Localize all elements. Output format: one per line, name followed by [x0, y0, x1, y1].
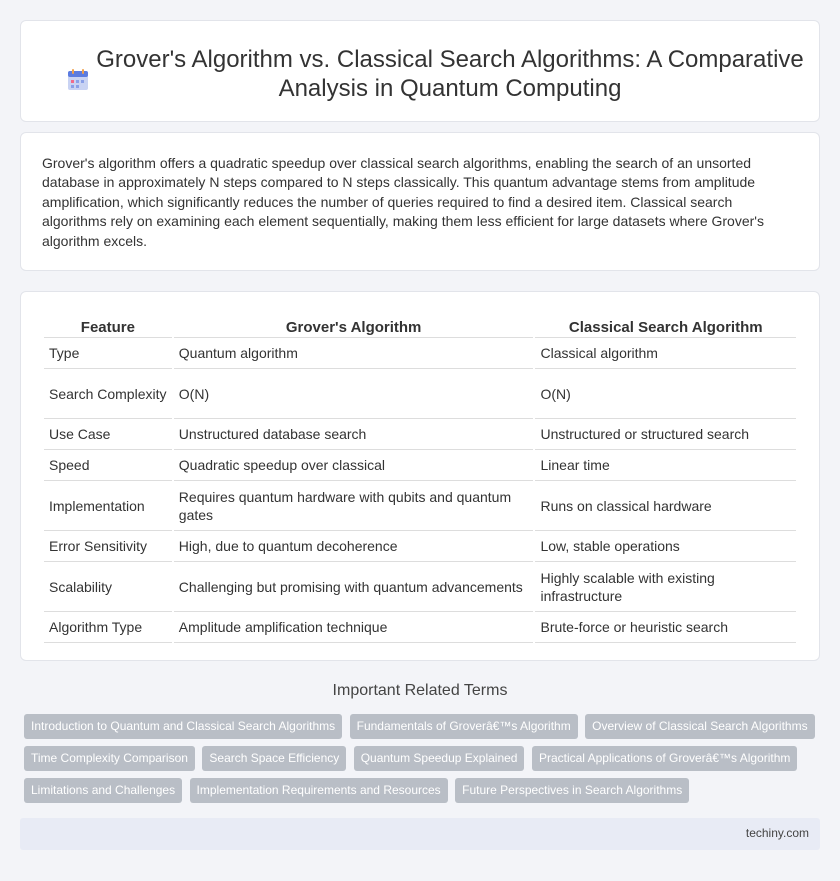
- related-terms-heading: Important Related Terms: [332, 682, 508, 699]
- table-cell-feature: Use Case: [44, 419, 172, 450]
- table-cell-feature: Type: [44, 338, 172, 369]
- table-row: [44, 562, 796, 612]
- comparison-table-card: [20, 291, 820, 661]
- table-cell-classical: O(N): [535, 369, 796, 419]
- related-tag[interactable]: Future Perspectives in Search Algorithms: [455, 778, 689, 803]
- table-cell-feature: Algorithm Type: [44, 612, 172, 643]
- footer: [20, 818, 820, 850]
- related-tag[interactable]: Overview of Classical Search Algorithms: [585, 714, 814, 739]
- related-tag[interactable]: Introduction to Quantum and Classical Search Algorithms: [24, 714, 342, 739]
- tag-row: [24, 778, 824, 810]
- table-cell-grover: Requires quantum hardware with qubits and quantum gates: [174, 481, 534, 531]
- comparison-table: [42, 316, 798, 643]
- table-cell-classical: Low, stable operations: [535, 531, 796, 562]
- intro-card: [20, 132, 820, 271]
- footer-site-link[interactable]: techiny.com: [745, 826, 809, 840]
- table-cell-feature: Implementation: [44, 481, 172, 531]
- related-tag[interactable]: Implementation Requirements and Resources: [190, 778, 448, 803]
- table-cell-classical: Highly scalable with existing infrastructure: [535, 562, 796, 612]
- table-row: [44, 338, 796, 369]
- header-grover: Grover's Algorithm: [174, 316, 534, 338]
- related-tag[interactable]: Search Space Efficiency: [202, 746, 346, 771]
- table-cell-classical: Unstructured or structured search: [535, 419, 796, 450]
- header-classical: Classical Search Algorithm: [535, 316, 796, 338]
- table-cell-grover: Quantum algorithm: [174, 338, 534, 369]
- table-cell-feature: Error Sensitivity: [44, 531, 172, 562]
- table-cell-grover: O(N): [174, 369, 534, 419]
- table-row: [44, 531, 796, 562]
- calendar-icon: [66, 68, 90, 92]
- table-cell-feature: Scalability: [44, 562, 172, 612]
- related-tag[interactable]: Practical Applications of Groverâ€™s Algorithm: [532, 746, 797, 771]
- table-row: [44, 481, 796, 531]
- table-cell-feature: Speed: [44, 450, 172, 481]
- tag-row: [24, 714, 824, 746]
- related-tag[interactable]: Quantum Speedup Explained: [354, 746, 525, 771]
- header-feature: Feature: [44, 316, 172, 338]
- table-row: [44, 419, 796, 450]
- related-tag[interactable]: Fundamentals of Groverâ€™s Algorithm: [350, 714, 578, 739]
- page-title: Grover's Algorithm vs. Classical Search Algorithms: A Comparative Analysis in Quantum Computing: [96, 46, 804, 102]
- table-cell-grover: Challenging but promising with quantum advancements: [174, 562, 534, 612]
- table-cell-classical: Brute-force or heuristic search: [535, 612, 796, 643]
- table-cell-grover: High, due to quantum decoherence: [174, 531, 534, 562]
- table-row: [44, 369, 796, 419]
- table-header-row: [44, 316, 796, 338]
- related-tag[interactable]: Time Complexity Comparison: [24, 746, 195, 771]
- title-card: [20, 20, 820, 122]
- table-cell-classical: Linear time: [535, 450, 796, 481]
- table-row: [44, 450, 796, 481]
- table-cell-feature: Search Complexity: [44, 369, 172, 419]
- related-tags: [24, 714, 824, 810]
- tag-row: [24, 746, 824, 778]
- table-cell-grover: Quadratic speedup over classical: [174, 450, 534, 481]
- table-cell-grover: Amplitude amplification technique: [174, 612, 534, 643]
- intro-paragraph: Grover's algorithm offers a quadratic speedup over classical search algorithms, enabling the search of an unsorted database in approximately N steps compared to N steps classically. This quantum advantage stems from amplitude amplification, which significantly reduces the number of queries required to find a desired item. Classical search algorithms rely on examining each element sequentially, making them less efficient for large datasets where Grover's algorithm excels.: [42, 155, 764, 249]
- table-cell-classical: Classical algorithm: [535, 338, 796, 369]
- table-cell-classical: Runs on classical hardware: [535, 481, 796, 531]
- related-tag[interactable]: Limitations and Challenges: [24, 778, 182, 803]
- table-cell-grover: Unstructured database search: [174, 419, 534, 450]
- table-row: [44, 612, 796, 643]
